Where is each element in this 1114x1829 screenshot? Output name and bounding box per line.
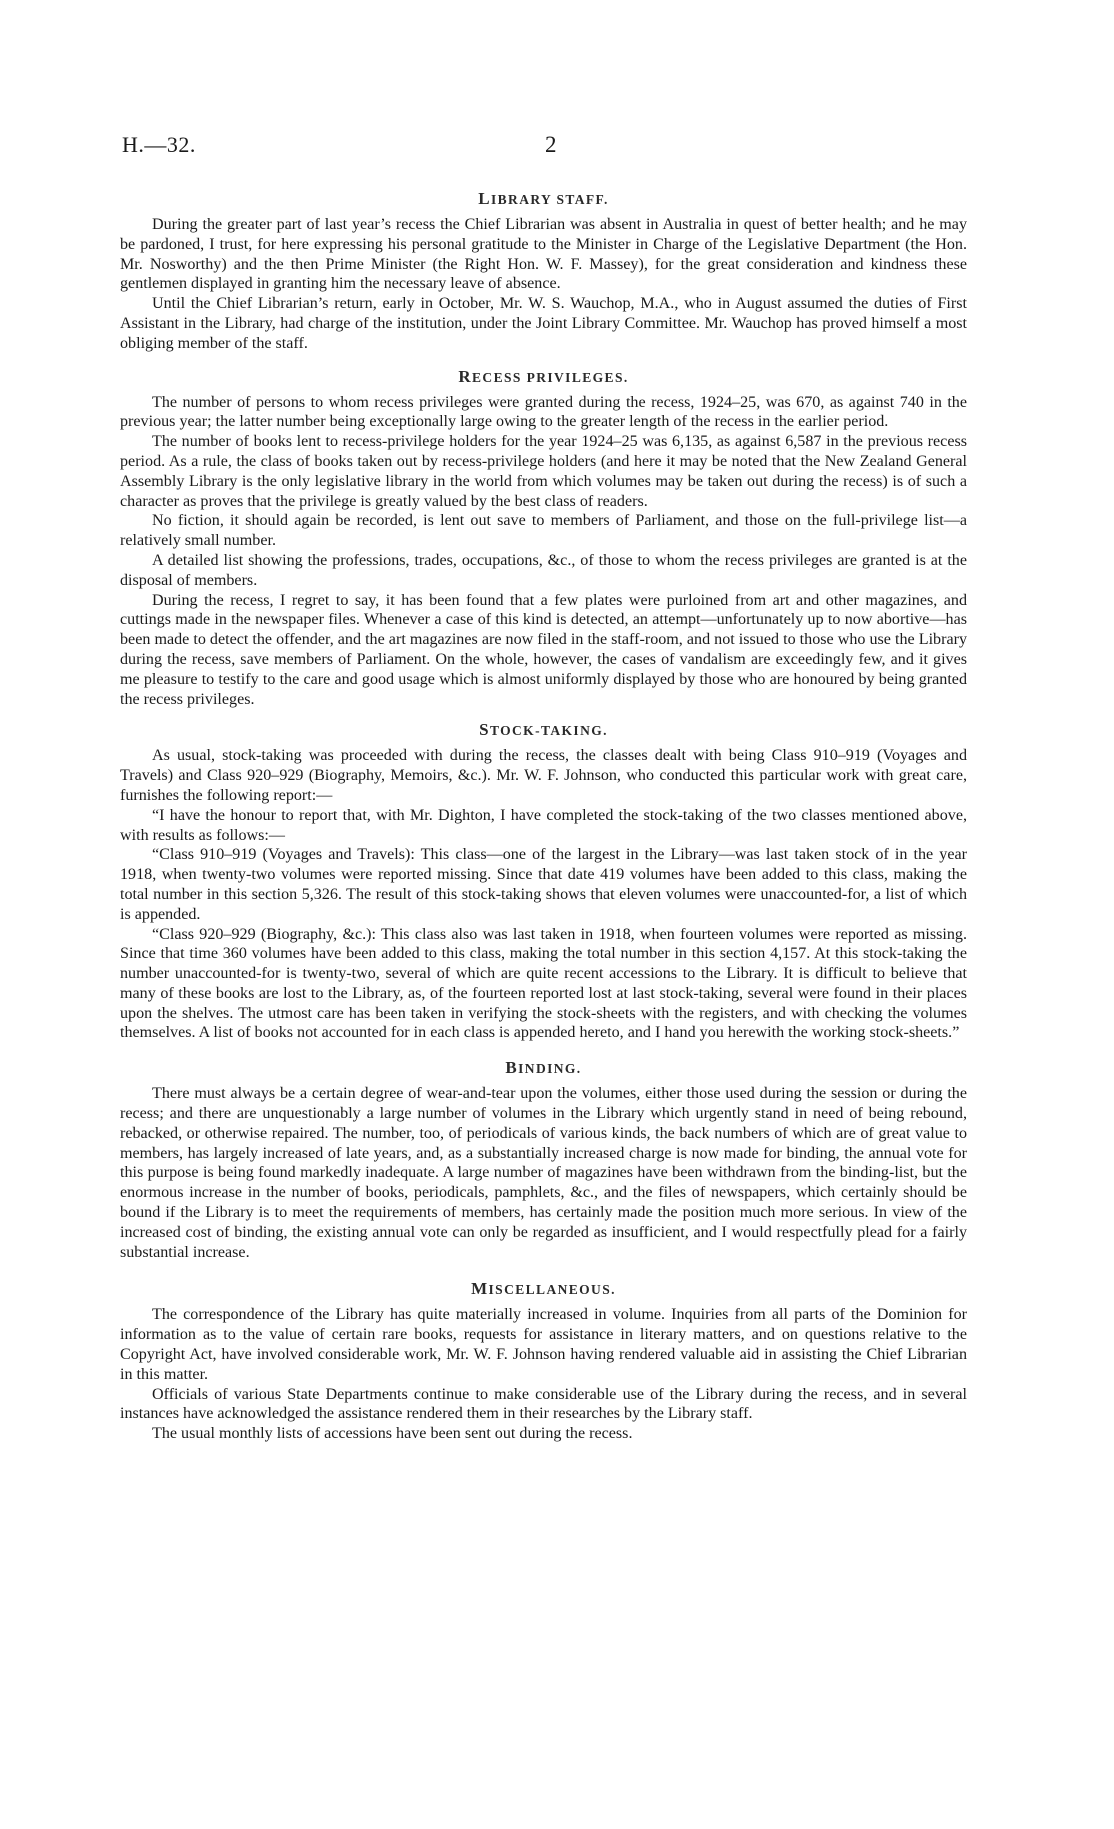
page-number: 2 bbox=[545, 132, 557, 157]
section-heading: LIBRARY STAFF. bbox=[478, 189, 609, 208]
paragraph: “Class 920–929 (Biography, &c.): This class also was last taken in 1918, when fourteen volumes were reported as missing. Since that time 360 volumes have been added to this class, making the total number in this section 4,157. At this stock-taking the number unaccounted-for is twenty-two, several of which are quite recent accessions to the Library. It is difficult to believe that many of these books are lost to the Library, as, of the fourteen reported lost at last stock-taking, several were found in their places upon the shelves. The utmost care has been taken in verifying the stock-sheets with the registers, and with checking the volumes themselves. A list of books not accounted for in each class is appended hereto, and I hand you herewith the working stock-sheets.” bbox=[120, 925, 967, 1042]
document-reference: H.—32. bbox=[122, 132, 196, 157]
paragraph: “I have the honour to report that, with Mr. Dighton, I have completed the stock-taking of the two classes mentioned above, with results as follows:— bbox=[120, 806, 967, 844]
section-recess-privileges bbox=[120, 368, 967, 710]
paragraph: A detailed list showing the professions, trades, occupations, &c., of those to whom the recess privileges are granted is at the disposal of members. bbox=[120, 551, 967, 589]
paragraph: “Class 910–919 (Voyages and Travels): This class—one of the largest in the Library—was last taken stock of in the year 1918, when twenty-two volumes were reported missing. Since that date 419 volumes have been added to this class, making the total number in this section 5,326. The result of this stock-taking shows that eleven volumes were unaccounted-for, a list of which is appended. bbox=[120, 846, 967, 923]
paragraph: The number of persons to whom recess privileges were granted during the recess, 1924–25, was 670, as against 740 in the previous year; the latter number being exceptionally large owing to the greater length of the recess in the earlier period. bbox=[120, 393, 967, 431]
section-library-staff bbox=[120, 190, 967, 354]
section-stock-taking bbox=[120, 721, 967, 1043]
section-heading: BINDING. bbox=[505, 1058, 582, 1078]
paragraph: The correspondence of the Library has quite materially increased in volume. Inquiries from all parts of the Dominion for information as to the value of certain rare books, requests for assistance in literary matters, and on questions relative to the Copyright Act, have involved considerable work, Mr. W. F. Johnson having rendered valuable aid in assisting the Chief Librarian in this matter. bbox=[120, 1306, 967, 1383]
paragraph: As usual, stock-taking was proceeded with during the recess, the classes dealt with being Class 910–919 (Voyages and Travels) and Class 920–929 (Biography, Memoirs, &c.). Mr. W. F. Johnson, who conducted this particular work with great care, furnishes the following report:— bbox=[120, 747, 967, 804]
paragraph: There must always be a certain degree of wear-and-tear upon the volumes, either those used during the session or during the recess; and there are unquestionably a large number of volumes in the Library which urgently stand in need of being rebound, rebacked, or otherwise repaired. The number, too, of periodicals of various kinds, the back numbers of which are of great value to members, has largely increased of late years, and, as a substantially increased charge is now made for binding, the annual vote for this purpose is being found markedly inadequate. A large number of magazines have been withdrawn from the binding-list, but the enormous increase in the number of books, periodicals, pamphlets, &c., and the files of newspapers, which certainly should be bound if the Library is to meet the requirements of members, has certainly made the position much more serious. In view of the increased cost of binding, the existing annual vote can only be regarded as insufficient, and I would respectfully plead for a fairly substantial increase. bbox=[120, 1085, 967, 1261]
section-miscellaneous bbox=[120, 1280, 967, 1444]
paragraph: Officials of various State Departments continue to make considerable use of the Library during the recess, and in several instances have acknowledged the assistance rendered them in their researches by the Library staff. bbox=[120, 1385, 967, 1423]
section-heading: STOCK-TAKING. bbox=[479, 720, 608, 740]
paragraph: Until the Chief Librarian’s return, early in October, Mr. W. S. Wauchop, M.A., who in August assumed the duties of First Assistant in the Library, had charge of the institution, under the Joint Library Committee. Mr. Wauchop has proved himself a most obliging member of the staff. bbox=[120, 295, 967, 352]
section-heading: RECESS PRIVILEGES. bbox=[458, 366, 629, 386]
page-header bbox=[122, 132, 1002, 162]
paragraph: During the greater part of last year’s recess the Chief Librarian was absent in Australia in quest of better health; and he may be pardoned, I trust, for here expressing his personal gratitude to the Minister in Charge of the Legislative Department (the Hon. Mr. Nosworthy) and the then Prime Minister (the Right Hon. W. F. Massey), for the great consideration and kindness these gentlemen displayed in granting him the necessary leave of absence. bbox=[120, 216, 967, 293]
paragraph: During the recess, I regret to say, it has been found that a few plates were purloined from art and other magazines, and cuttings made in the newspaper files. Whenever a case of this kind is detected, an attempt—unfortunately up to now abortive—has been made to detect the offender, and the art magazines are now filed in the staff-room, and not issued to those who use the Library during the recess, save members of Parliament. On the whole, however, the cases of vandalism are exceedingly few, and it gives me pleasure to testify to the care and good usage which is almost uniformly displayed by those who are honoured by being granted the recess privileges. bbox=[120, 591, 967, 708]
section-binding bbox=[120, 1059, 967, 1262]
paragraph: The number of books lent to recess-privilege holders for the year 1924–25 was 6,135, as against 6,587 in the previous recess period. As a rule, the class of books taken out by recess-privilege holders (and here it may be noted that the New Zealand General Assembly Library is the only legislative library in the world from which volumes may be taken out during the recess) is of such a character as proves that the privilege is greatly valued by the best class of readers. bbox=[120, 433, 967, 510]
document-body bbox=[120, 190, 967, 1458]
paragraph: No fiction, it should again be recorded, is lent out save to members of Parliament, and those on the full-privilege list—a relatively small number. bbox=[120, 512, 967, 550]
paragraph: The usual monthly lists of accessions have been sent out during the recess. bbox=[152, 1425, 633, 1443]
section-heading: MISCELLANEOUS. bbox=[471, 1279, 616, 1299]
